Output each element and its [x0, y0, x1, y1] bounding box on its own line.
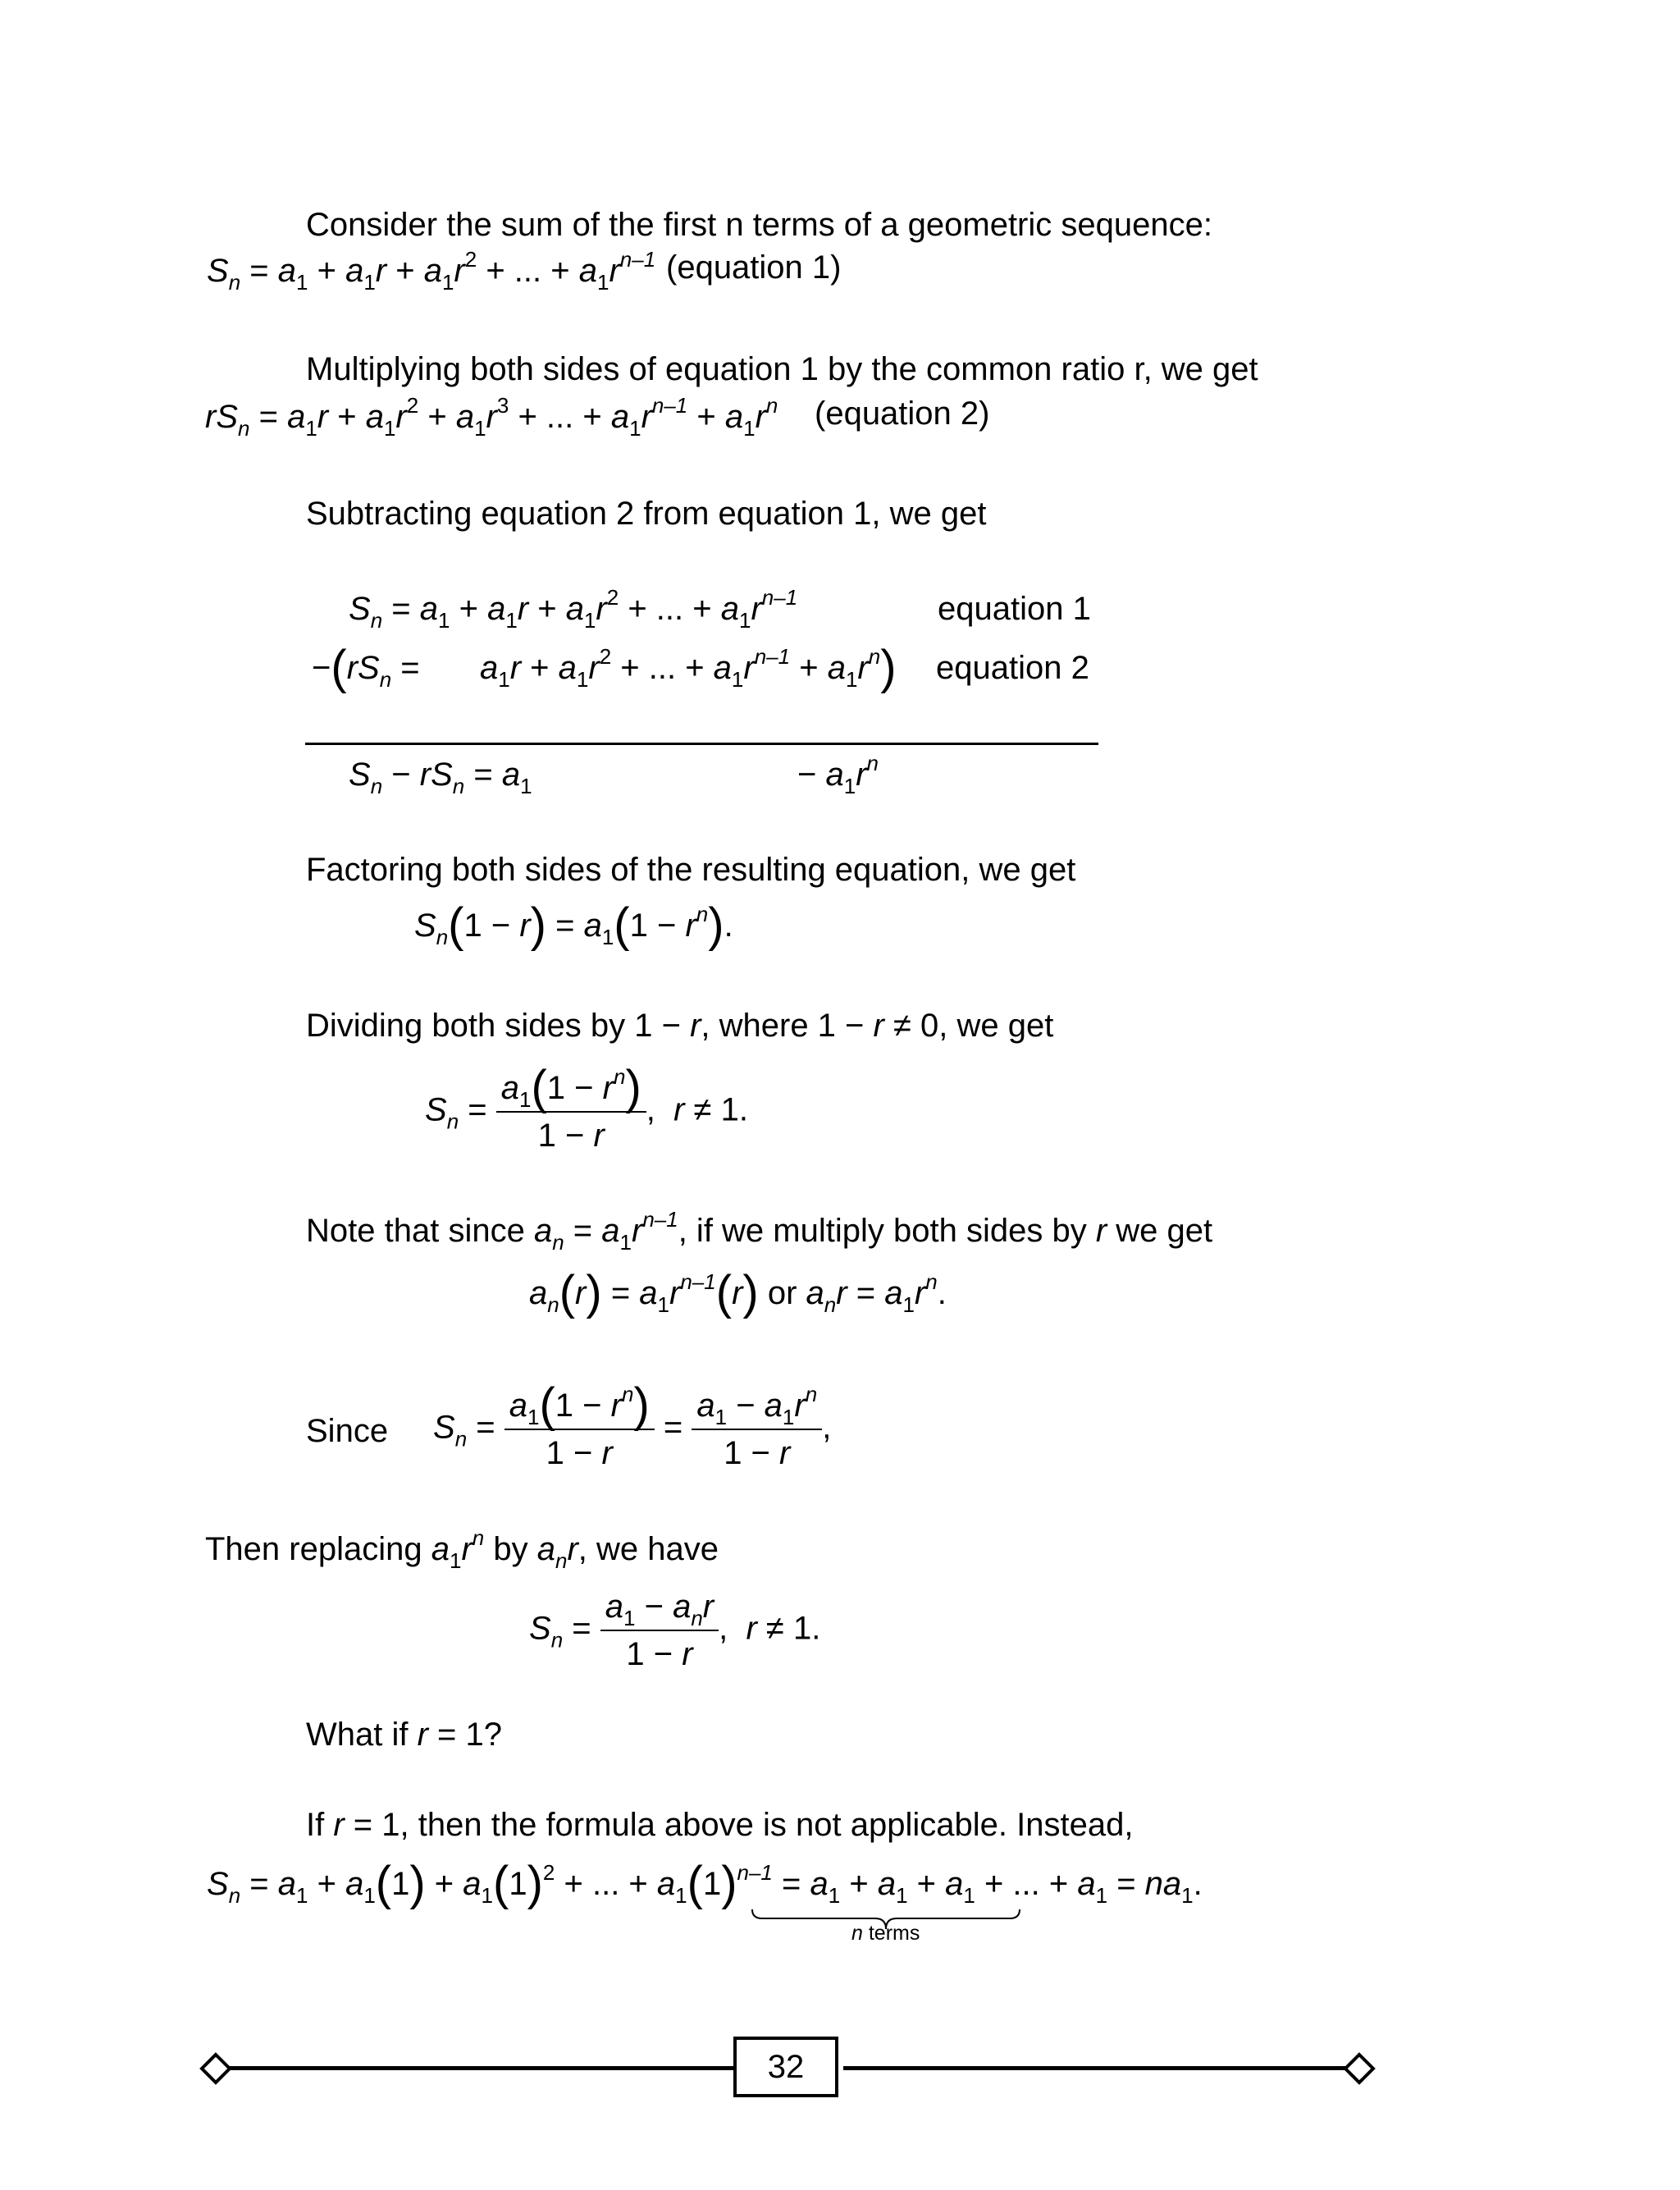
factored-equation: $S_n(1 - r) = a_1(1 - r^n)$. — [414, 898, 733, 952]
para-if-r-equals-1: If r = 1, then the formula above is not applicable. Instead, — [306, 1807, 1134, 1843]
sn-formula-2: $S_n$ = $\frac{a_1(1 - r^n)}{1 - r}$ = $\frac{a_1 - a_1r^n}{1 - r}$ , — [433, 1383, 831, 1476]
column-label-equation-1: equation 1 — [938, 591, 1091, 627]
sum-r-equals-1: $S_n = a_1 + a_1(1) + a_1(1)^2$ + ... + $a_1(1)^{n-1} = a_1 + a_1 + a_1$ + ... + $a_1 = na_1$. — [207, 1857, 1203, 1910]
para-consider: Consider the sum of the first n terms of a geometric sequence: — [306, 207, 1212, 243]
sum-equation-1: $S_n = a_1 + a_1r + a_1r^2$ + ... + $a_1r^{n-1}$ — [207, 247, 656, 295]
sn-fraction-3: $\frac{a_1 - a_nr}{1 - r}$ — [600, 1584, 719, 1677]
diamond-left-icon — [199, 2051, 233, 2086]
para-factoring: Factoring both sides of the resulting equation, we get — [306, 852, 1076, 888]
sum-equation-2: $rS_n = a_1r + a_1r^2 + a_1r^3$ + ... + $a_1r^{n-1} + a_1r^n$ — [205, 393, 778, 441]
sn-fraction-1: $\frac{a_1(1 - r^n)}{1 - r}$ — [496, 1065, 646, 1159]
subtraction-row-2-right: $a_1r + a_1r^2$ + ... + $a_1r^{n-1} + a_1r^n$) — [480, 641, 897, 694]
subtraction-result-right: − $a_1r^n$ — [797, 751, 879, 798]
column-label-equation-2: equation 2 — [936, 650, 1089, 686]
subtraction-row-1: $S_n = a_1 + a_1r + a_1r^2$ + ... + $a_1r^{n-1}$ — [349, 585, 798, 633]
subtraction-result-left: $S_n - rS_n = a_1$ — [349, 757, 532, 798]
para-note: Note that since $a_n = a_1r^{n-1}$, if we multiply both sides by r we get — [306, 1207, 1213, 1255]
sn-formula-3: $S_n$ = $\frac{a_1 - a_nr}{1 - r}$ , r ≠ 1. — [529, 1584, 820, 1677]
para-replacing: Then replacing $a_1r^n$ by $a_nr$, we have — [205, 1525, 719, 1573]
equation-1-label: (equation 1) — [666, 249, 842, 286]
n-terms-label: n terms — [851, 1922, 920, 1945]
subtraction-row-2-left: $-(rS_n$ = — [312, 641, 420, 694]
sn-fraction-2b: $\frac{a_1 - a_1r^n}{1 - r}$ — [692, 1383, 822, 1476]
an-times-r: $a_n(r) = a_1r^{n-1}(r)$ or $a_nr = a_1r^n$. — [529, 1266, 947, 1319]
subtraction-divider — [305, 743, 1098, 745]
footer-line-left — [215, 2066, 733, 2070]
diamond-right-icon — [1342, 2051, 1376, 2086]
para-dividing: Dividing both sides by 1 − r, where 1 − r ≠ 0, we get — [306, 1008, 1054, 1044]
page-number-box — [733, 2037, 838, 2097]
since-label: Since — [306, 1413, 389, 1449]
what-if-question: What if r = 1? — [306, 1717, 503, 1753]
equation-2-label: (equation 2) — [815, 395, 990, 432]
sn-formula-1: $S_n$ = $\frac{a_1(1 - r^n)}{1 - r}$ , r ≠ 1. — [425, 1065, 748, 1159]
para-multiplying: Multiplying both sides of equation 1 by the common ratio r, we get — [306, 351, 1258, 387]
sn-fraction-2a: $\frac{a_1(1 - r^n)}{1 - r}$ — [504, 1383, 655, 1476]
para-subtracting: Subtracting equation 2 from equation 1, we get — [306, 496, 987, 532]
footer-line-right — [843, 2066, 1360, 2070]
page-number: 32 — [767, 2049, 805, 2085]
